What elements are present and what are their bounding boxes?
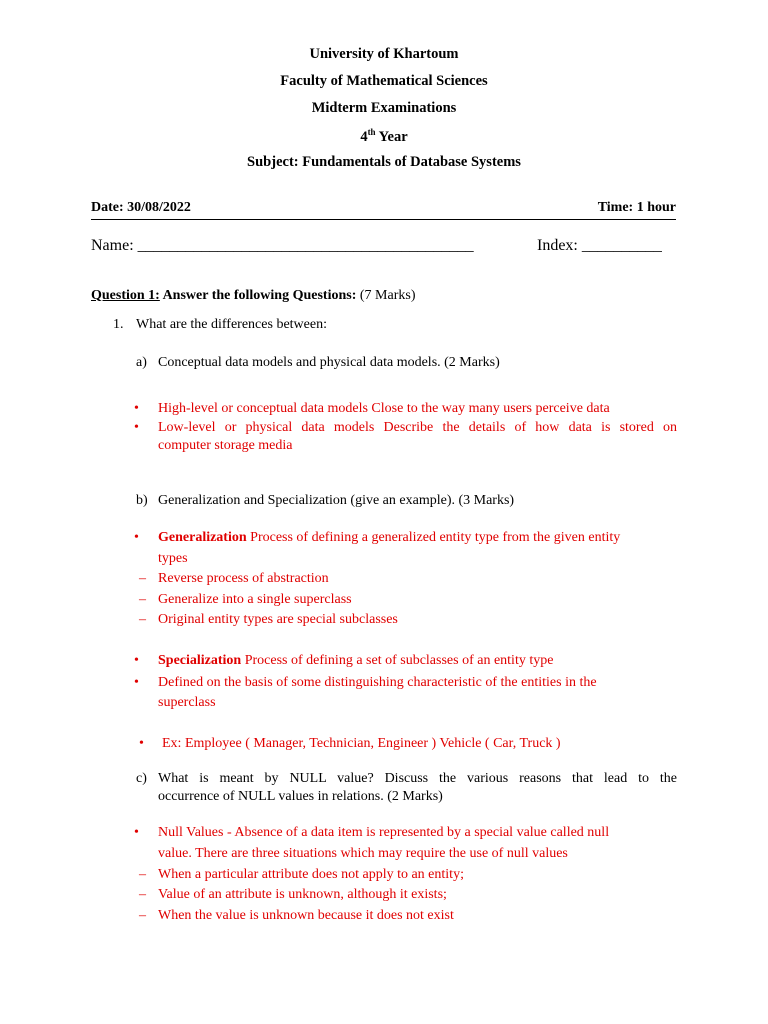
university-name: University of Khartoum: [309, 46, 459, 62]
bullet-marker: •: [139, 736, 144, 751]
item-number: 1.: [113, 317, 124, 332]
part-b-text: Generalization and Specialization (give an example). (3 Marks): [158, 493, 515, 508]
bullet-marker: •: [134, 530, 139, 545]
exam-title: Midterm Examinations: [311, 100, 457, 116]
name-field: Name: __________________________________________: [91, 237, 474, 254]
dash-marker: –: [139, 887, 146, 902]
generalization-point-1: Reverse process of abstraction: [158, 571, 329, 586]
part-a-text: Conceptual data models and physical data models. (2 Marks): [158, 355, 500, 370]
question-marks: (7 Marks): [356, 288, 416, 303]
generalization-def-text: Process of defining a generalized entity type from the given entity: [246, 530, 621, 545]
bullet-marker: •: [134, 675, 139, 690]
generalization-def-cont: types: [158, 551, 188, 566]
bullet-marker: •: [134, 401, 139, 416]
null-reason-3: When the value is unknown because it does not exist: [158, 908, 454, 923]
generalization-point-2: Generalize into a single superclass: [158, 592, 352, 607]
header-divider: [91, 219, 676, 220]
generalization-term: Generalization: [158, 530, 247, 545]
dash-marker: –: [139, 612, 146, 627]
bullet-marker: •: [134, 420, 139, 435]
generalization-definition: [158, 530, 620, 546]
specialization-term: Specialization: [158, 653, 242, 668]
exam-date: Date: 30/08/2022: [91, 200, 191, 215]
year-suffix: th: [367, 127, 376, 137]
null-definition-cont: value. There are three situations which may require the use of null values: [158, 846, 568, 861]
year-number: 4: [360, 129, 368, 145]
exam-time: Time: 1 hour: [597, 200, 676, 215]
index-field: Index: __________: [537, 237, 662, 254]
part-c-text: What is meant by NULL value? Discuss the various reasons that lead to the: [158, 771, 677, 786]
part-a-label: a): [136, 355, 147, 370]
faculty-name: Faculty of Mathematical Sciences: [280, 73, 488, 89]
dash-marker: –: [139, 592, 146, 607]
specialization-def-text: Process of defining a set of subclasses of an entity type: [241, 653, 554, 668]
null-definition: Null Values - Absence of a data item is represented by a special value called null: [158, 825, 610, 840]
question-title: Answer the following Questions:: [159, 288, 357, 303]
generalization-point-3: Original entity types are special subclasses: [158, 612, 398, 627]
dash-marker: –: [139, 867, 146, 882]
part-b-label: b): [136, 493, 148, 508]
null-reason-1: When a particular attribute does not apply to an entity;: [158, 867, 464, 882]
specialization-point-cont: superclass: [158, 695, 216, 710]
question-label: Question 1:: [91, 288, 160, 303]
bullet-marker: •: [134, 825, 139, 840]
specialization-point: Defined on the basis of some distinguishing characteristic of the entities in the: [158, 675, 597, 690]
answer-a-bullet-1: High-level or conceptual data models Close to the way many users perceive data: [158, 401, 610, 416]
example-line: Ex: Employee ( Manager, Technician, Engineer ) Vehicle ( Car, Truck ): [162, 736, 561, 751]
bullet-marker: •: [134, 653, 139, 668]
part-c-text-cont: occurrence of NULL values in relations. (2 Marks): [158, 789, 443, 804]
year-word: Year: [378, 129, 408, 145]
answer-a-bullet-2: Low-level or physical data models Describe the details of how data is stored on: [158, 420, 677, 435]
item-text: What are the differences between:: [136, 317, 327, 332]
answer-a-bullet-2-cont: computer storage media: [158, 438, 293, 453]
dash-marker: –: [139, 571, 146, 586]
null-reason-2: Value of an attribute is unknown, although it exists;: [158, 887, 447, 902]
part-c-label: c): [136, 771, 147, 786]
dash-marker: –: [139, 908, 146, 923]
subject-line: Subject: Fundamentals of Database Systems: [247, 154, 521, 170]
specialization-definition: [158, 653, 553, 669]
year-line: [0, 127, 768, 146]
question-heading: [91, 288, 416, 304]
